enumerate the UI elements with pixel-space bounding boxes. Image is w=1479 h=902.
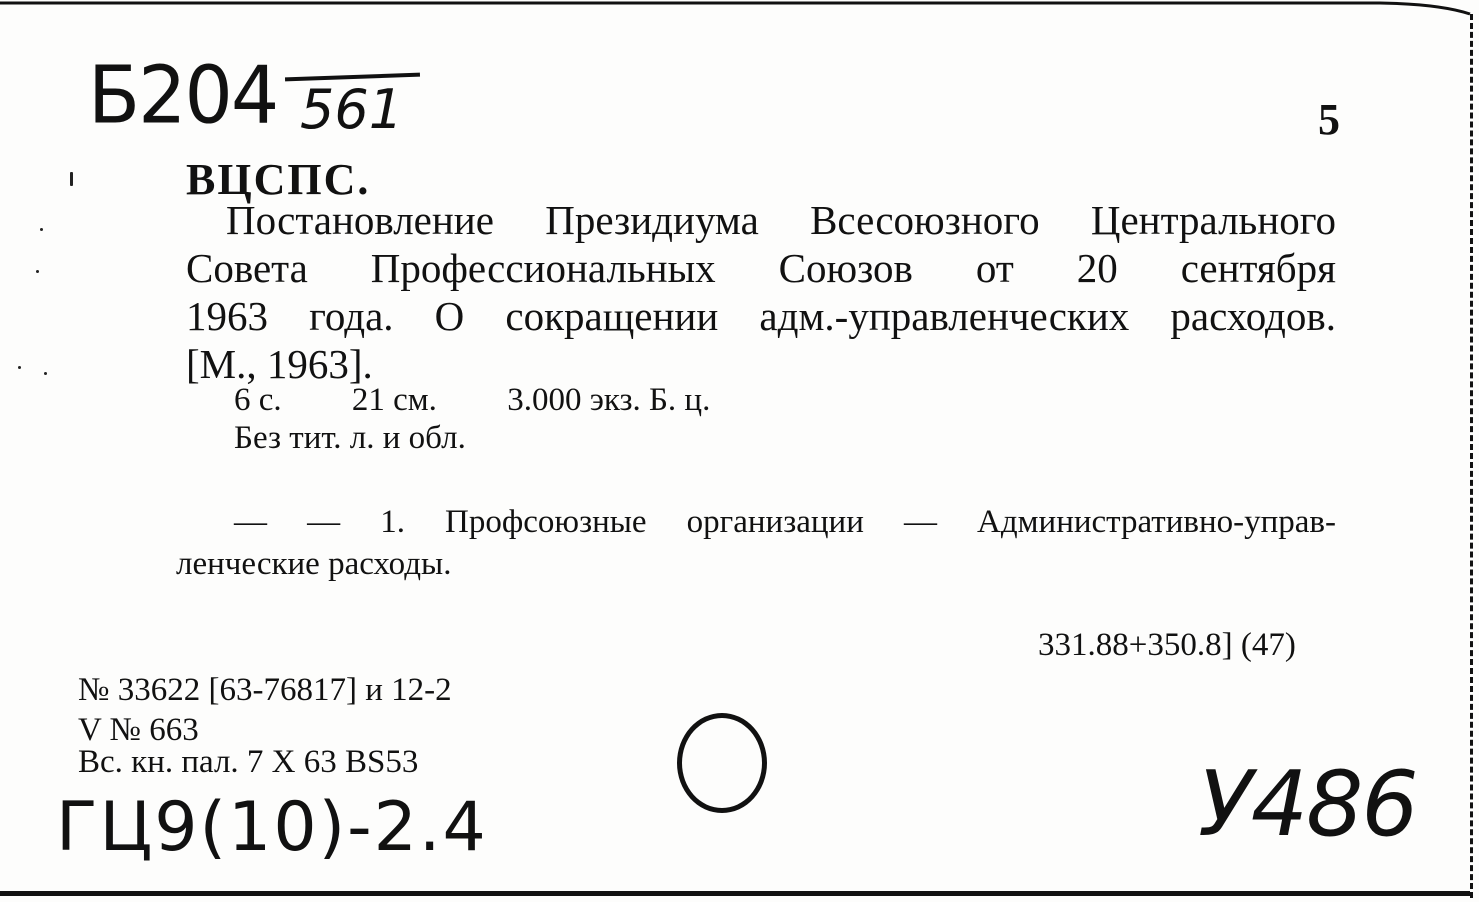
stamp-circle (677, 713, 767, 813)
body-line-1: Постановление Президиума Всесоюзного Центрального (226, 197, 1336, 243)
subject-line-2: ленческие расходы. (176, 546, 452, 582)
format-note: Без тит. л. и обл. (234, 420, 466, 456)
handwritten-bottom-left: ГЦ9(10)-2.4 (56, 788, 488, 867)
registration-line-3: Вс. кн. пал. 7 X 63 BS53 (78, 744, 419, 780)
registration-line-2: V № 663 (78, 712, 199, 748)
handwritten-shelfmark-super: 561 (300, 78, 404, 141)
card-bottom-edge (0, 891, 1470, 896)
card-number: 5 (1318, 95, 1340, 144)
collation-size: 21 см. (351, 382, 437, 418)
body-line-2: Совета Профессиональных Союзов от 20 сентября (186, 245, 1336, 291)
registration-line-1: № 33622 [63-76817] и 12-2 (78, 672, 452, 708)
collation (234, 382, 710, 419)
collation-print-run: 3.000 экз. Б. ц. (507, 382, 711, 418)
body-line-3: 1963 года. О сокращении адм.-управленческих расходов. (186, 293, 1336, 339)
card-top-edge (0, 0, 1479, 20)
classification-index: 331.88+350.8] (47) (1038, 627, 1296, 663)
subject-line-1: — — 1. Профсоюзные организации — Административно-управ- (234, 504, 1336, 540)
collation-pages: 6 с. (234, 382, 282, 418)
card-heading: ВЦСПС. (186, 155, 371, 204)
body-line-4: [М., 1963]. (186, 341, 373, 387)
handwritten-bottom-right: У486 (1198, 752, 1417, 857)
card-right-edge (1462, 14, 1473, 898)
handwritten-shelfmark: Б204 (88, 47, 278, 142)
